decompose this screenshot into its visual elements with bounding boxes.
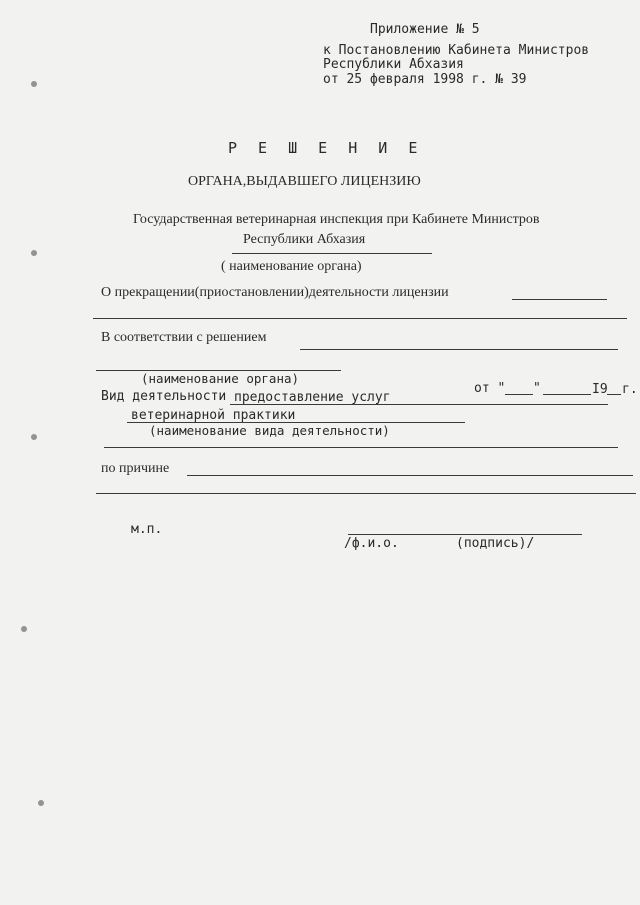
date-year-label: I9 bbox=[592, 382, 608, 397]
signature-line bbox=[348, 534, 582, 535]
date-from-label: от " bbox=[474, 381, 506, 396]
blank-line bbox=[104, 447, 618, 448]
decision-label: В соответствии с решением bbox=[101, 330, 267, 345]
republic-name: Республики Абхазия bbox=[323, 57, 464, 72]
activity-caption: (наименование вида деятельности) bbox=[149, 423, 390, 438]
issuer-caption: ( наименование органа) bbox=[221, 259, 362, 274]
punch-hole-mark bbox=[31, 81, 37, 87]
date-quote-close: " bbox=[533, 381, 541, 396]
stamp-place-label: м.п. bbox=[131, 522, 163, 537]
issuer-name-line1: Государственная ветеринарная инспекция при Кабинете Министров bbox=[133, 212, 540, 227]
organ-caption: (наименование органа) bbox=[141, 371, 300, 386]
punch-hole-mark bbox=[31, 250, 37, 256]
termination-label: О прекращении(приостановлении)деятельности лицензии bbox=[101, 285, 449, 300]
signature-label: (подпись)/ bbox=[456, 536, 535, 551]
full-name-label: /ф.и.о. bbox=[344, 536, 399, 551]
date-year-field bbox=[607, 394, 621, 395]
date-day-field bbox=[505, 394, 533, 395]
activity-field-line1 bbox=[230, 404, 608, 405]
resolution-date: от 25 февраля 1998 г. № 39 bbox=[323, 72, 527, 87]
date-month-field bbox=[543, 394, 591, 395]
document-subtitle: ОРГАНА,ВЫДАВШЕГО ЛИЦЕНЗИЮ bbox=[188, 174, 421, 189]
activity-value-line1: предоставление услуг bbox=[234, 390, 391, 405]
document-title: Р Е Ш Е Н И Е bbox=[228, 139, 424, 157]
issuer-name-line2: Республики Абхазия bbox=[243, 232, 366, 247]
blank-line bbox=[96, 493, 636, 494]
date-year-suffix: г. bbox=[622, 382, 638, 397]
punch-hole-mark bbox=[21, 626, 27, 632]
punch-hole-mark bbox=[31, 434, 37, 440]
decision-field bbox=[300, 349, 618, 350]
activity-value-line2: ветеринарной практики bbox=[131, 408, 296, 423]
activity-label: Вид деятельности bbox=[101, 389, 227, 404]
issuer-underline bbox=[232, 253, 432, 254]
license-number-field bbox=[512, 299, 607, 300]
blank-line bbox=[93, 318, 627, 319]
reason-field bbox=[187, 475, 633, 476]
resolution-reference: к Постановлению Кабинета Министров bbox=[323, 43, 590, 58]
punch-hole-mark bbox=[38, 800, 44, 806]
appendix-number: Приложение № 5 bbox=[370, 22, 480, 37]
reason-label: по причине bbox=[101, 461, 170, 476]
